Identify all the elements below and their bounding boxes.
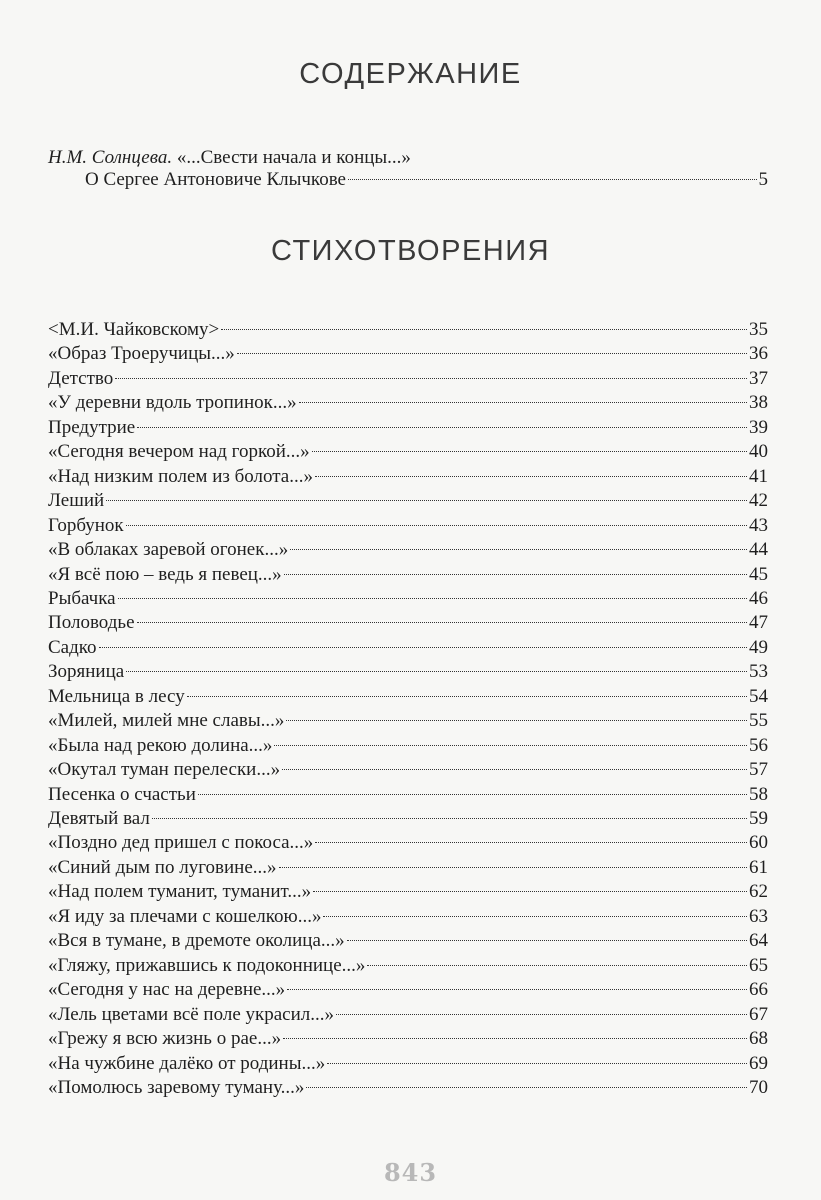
toc-entry-title: «В облаках заревой огонек...»: [48, 539, 289, 560]
dot-leader: [106, 500, 747, 501]
toc-entry[interactable]: [48, 440, 768, 464]
toc-entry[interactable]: [48, 636, 768, 660]
toc-entry[interactable]: [48, 831, 768, 855]
dot-leader: [283, 1038, 747, 1039]
dot-leader: [284, 574, 747, 575]
poems-heading: СТИХОТВОРЕНИЯ: [270, 235, 551, 267]
toc-entry-page: 37: [749, 367, 768, 389]
toc-entry[interactable]: [48, 758, 768, 782]
dot-leader: [315, 476, 747, 477]
toc-entry[interactable]: [48, 734, 768, 758]
dot-leader: [306, 1087, 747, 1088]
toc-entry[interactable]: [48, 538, 768, 562]
toc-entry[interactable]: [48, 587, 768, 611]
toc-entry[interactable]: [48, 783, 768, 807]
dot-leader: [126, 671, 747, 672]
toc-entry-page: 40: [749, 441, 768, 463]
toc-entry-title: «Милей, милей мне славы...»: [48, 710, 285, 732]
dot-leader: [237, 353, 747, 354]
toc-entry-page: 46: [749, 588, 768, 609]
dot-leader: [137, 427, 747, 428]
toc-entry[interactable]: [48, 856, 768, 880]
toc-entry-page: 45: [749, 563, 768, 585]
toc-entry-page: 36: [749, 343, 768, 365]
toc-entry-page: 70: [749, 1076, 768, 1098]
toc-entry-page: 53: [749, 661, 768, 683]
dot-leader: [118, 598, 747, 599]
toc-entry-title: «На чужбине далёко от родины...»: [48, 1052, 326, 1074]
toc-entry-title: «Я всё пою – ведь я певец...»: [48, 563, 282, 585]
contents-heading: СОДЕРЖАНИЕ: [299, 58, 522, 90]
toc-entry[interactable]: [48, 978, 768, 1002]
toc-entry[interactable]: [48, 465, 768, 489]
toc-entry-page: 61: [749, 856, 768, 878]
toc-entry[interactable]: [48, 905, 768, 929]
dot-leader: [99, 647, 747, 648]
dot-leader: [313, 891, 747, 892]
dot-leader: [287, 989, 747, 990]
toc-entry-page: 59: [749, 808, 768, 829]
toc-entry-page: 38: [749, 392, 768, 414]
dot-leader: [348, 179, 757, 180]
toc-entry-page: 56: [749, 734, 768, 756]
toc-entry[interactable]: [48, 391, 768, 415]
toc-entry-page: 69: [749, 1052, 768, 1074]
toc-entry-title: «Окутал туман перелески...»: [48, 759, 281, 781]
intro-entry[interactable]: [85, 168, 768, 192]
toc-entry-title: Песенка о счастьи: [48, 783, 196, 805]
toc-entry-page: 60: [749, 832, 768, 854]
intro-title: «...Свести начала и концы...»: [172, 147, 411, 168]
dot-leader: [290, 549, 747, 550]
dot-leader: [327, 1063, 747, 1064]
toc-entry[interactable]: [48, 342, 768, 366]
toc-entry-title: Рыбачка: [48, 588, 116, 609]
toc-entry[interactable]: [48, 416, 768, 440]
toc-entry[interactable]: [48, 1003, 768, 1027]
toc-entry-title: «Сегодня вечером над горкой...»: [48, 441, 310, 463]
toc-entry-title: «У деревни вдоль тропинок...»: [48, 392, 297, 414]
dot-leader: [279, 867, 747, 868]
dot-leader: [336, 1014, 747, 1015]
toc-entry-title: «Была над рекою долина...»: [48, 734, 273, 756]
toc-entry-title: «Сегодня у нас на деревне...»: [48, 979, 286, 1001]
intro-author: Н.М. Солнцева.: [48, 147, 173, 168]
dot-leader: [367, 965, 747, 966]
toc-entry-page: 63: [749, 905, 768, 927]
intro-page-number: 5: [758, 169, 768, 190]
toc-entry[interactable]: [48, 954, 768, 978]
dot-leader: [299, 402, 747, 403]
toc-entry-title: «Синий дым по луговине...»: [48, 856, 277, 878]
toc-entry[interactable]: [48, 489, 768, 513]
intro-entry-heading: [48, 147, 411, 169]
toc-entry[interactable]: [48, 318, 768, 342]
toc-entry-page: 64: [749, 930, 768, 952]
toc-entry-page: 62: [749, 881, 768, 903]
toc-entry-title: «Грежу я всю жизнь о рае...»: [48, 1028, 282, 1049]
dot-leader: [286, 720, 747, 721]
dot-leader: [115, 378, 747, 379]
dot-leader: [312, 451, 747, 452]
dot-leader: [221, 329, 747, 330]
toc-entry-page: 43: [749, 514, 768, 536]
toc-entry-page: 57: [749, 759, 768, 781]
toc-entry[interactable]: [48, 660, 768, 684]
toc-entry-title: «Образ Троеручицы...»: [48, 343, 235, 365]
dot-leader: [323, 916, 747, 917]
toc-entry[interactable]: [48, 563, 768, 587]
toc-entry-page: 65: [749, 954, 768, 976]
toc-entry-title: «Вся в тумане, в дремоте околица...»: [48, 930, 345, 952]
toc-entry-title: «Поздно дед пришел с покоса...»: [48, 832, 314, 854]
dot-leader: [282, 769, 747, 770]
toc-entry-title: «Гляжу, прижавшись к подоконнице...»: [48, 954, 366, 976]
toc-entry-title: «Помолюсь заревому туману...»: [48, 1076, 305, 1098]
toc-entry-title: Садко: [48, 636, 97, 658]
toc-entry-title: Леший: [48, 490, 105, 512]
intro-subtitle: О Сергее Антоновиче Клычкове: [85, 169, 346, 190]
toc-entry-page: 42: [749, 490, 768, 512]
toc-entry-title: «Лель цветами всё поле украсил...»: [48, 1003, 335, 1025]
toc-entry-page: 68: [749, 1028, 768, 1049]
toc-entry-title: Детство: [48, 367, 114, 389]
toc-entry[interactable]: [48, 1027, 768, 1051]
toc-entry[interactable]: [48, 929, 768, 953]
toc-entry-page: 58: [749, 783, 768, 805]
dot-leader: [152, 818, 747, 819]
toc-entry-page: 54: [749, 685, 768, 707]
toc-entry-title: Девятый вал: [48, 808, 150, 829]
toc-entry-page: 66: [749, 979, 768, 1001]
toc-entry[interactable]: [48, 514, 768, 538]
toc-entry-page: 67: [749, 1003, 768, 1025]
toc-entry-page: 49: [749, 636, 768, 658]
dot-leader: [137, 622, 747, 623]
toc-entry-page: 39: [749, 416, 768, 438]
dot-leader: [187, 696, 747, 697]
toc-entry-page: 55: [749, 710, 768, 732]
toc-entry-title: «Я иду за плечами с кошелкою...»: [48, 905, 322, 927]
toc-entry[interactable]: [48, 1076, 768, 1100]
toc-entry-title: Мельница в лесу: [48, 685, 185, 707]
page-number: 843: [383, 1158, 438, 1187]
toc-entry-page: 44: [749, 539, 768, 560]
toc-entry-title: Половодье: [48, 612, 135, 634]
toc-entry-title: Зоряница: [48, 661, 125, 683]
toc-entry-title: «Над полем туманит, туманит...»: [48, 881, 312, 903]
dot-leader: [126, 525, 747, 526]
dot-leader: [347, 940, 747, 941]
toc-entry-title: Горбунок: [48, 514, 124, 536]
toc-entry-page: 41: [749, 465, 768, 487]
toc-entry[interactable]: [48, 807, 768, 831]
toc-entry[interactable]: [48, 611, 768, 635]
dot-leader: [315, 842, 747, 843]
toc-entry-page: 47: [749, 612, 768, 634]
toc-entry-title: Предутрие: [48, 416, 136, 438]
toc-entry-page: 35: [749, 319, 768, 340]
toc-entry[interactable]: [48, 1052, 768, 1076]
toc-entry[interactable]: [48, 709, 768, 733]
dot-leader: [198, 794, 747, 795]
toc-entry[interactable]: [48, 685, 768, 709]
toc-entry-title: <М.И. Чайковскому>: [48, 319, 220, 340]
toc-entry[interactable]: [48, 367, 768, 391]
toc-entry-title: «Над низким полем из болота...»: [48, 465, 313, 487]
dot-leader: [274, 745, 747, 746]
toc-entry[interactable]: [48, 880, 768, 904]
